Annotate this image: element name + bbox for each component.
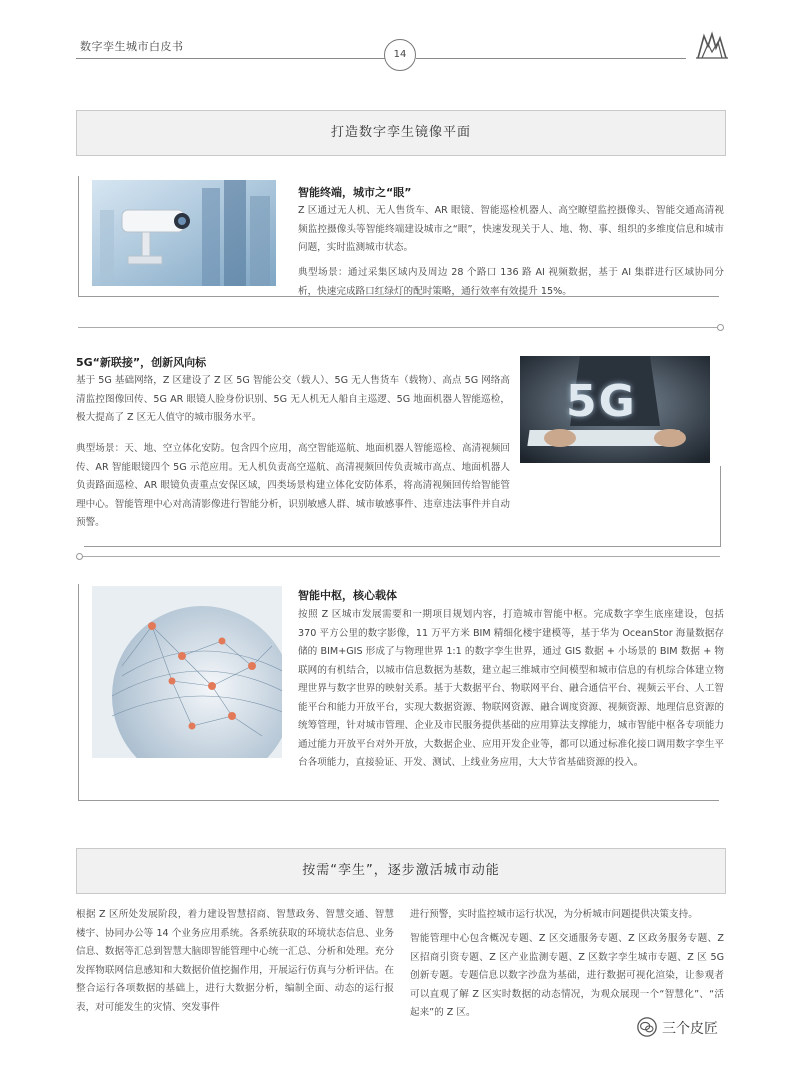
section4-right-paragraph-2: 智能管理中心包含概况专题、Z 区交通服务专题、Z 区政务服务专题、Z 区招商引资专题、Z 区产业监测专题、Z 区数字孪生城市专题、Z 区 5G 创新专题。专题信息以数字沙盘为基础，进行数据可视化渲染，让参观者可以直观了解 Z 区实时数据的动态情况，为观众展现一个“智慧化”、“活起来”的 Z 区。 xyxy=(410,933,724,1018)
section4-left-column: 根据 Z 区所处发展阶段，着力建设智慧招商、智慧政务、智慧交通、智慧楼宇、协同办公等 14 个业务应用系统。各系统获取的环境状态信息、业务信息、数据等汇总到智慧大脑即智能管理中心统一汇总、分析和处理。充分发挥物联网信息感知和大数据价值挖掘作用，开展运行仿真与分析评估。在整合运行各项数据的基础上，进行大数据分析，编制全面、动态的运行报表，对可能发生的灾情、突发事件 xyxy=(76,909,394,1013)
section3-heading: 智能中枢，核心载体 xyxy=(298,589,397,602)
section1-paragraph-2: 典型场景：通过采集区域内及周边 28 个路口 136 路 AI 视频数据，基于 AI 集群进行区域协同分析，快速完成路口红绿灯的配时策略，通行效率有效提升 15%。 xyxy=(298,267,724,297)
section-banner-on-demand-twin: 按需“孪生”，逐步激活城市动能 xyxy=(76,848,726,894)
section2-heading: 5G“新联接”，创新风向标 xyxy=(76,356,207,369)
globe-network-image xyxy=(92,586,282,758)
section4-right-paragraph-1: 进行预警，实时监控城市运行状况，为分析城市问题提供决策支持。 xyxy=(410,909,698,920)
divider-1-dot xyxy=(717,324,724,331)
camera-image xyxy=(92,180,276,286)
section1-heading: 智能终端，城市之“眼” xyxy=(298,186,412,199)
section3-paragraph-1: 按照 Z 区城市发展需要和一期项目规划内容，打造城市智能中枢。完成数字孪生底座建设，包括 370 平方公里的数字影像，11 万平方米 BIM 精细化楼宇建模等，基于华为 OceanStor 海量数据存储的 BIM+GIS 形成了与物理世界 1:1 的数字孪生世界，通过 GIS 数据 + 小场景的 BIM 数据 + 物联网的有机结合，以城市信息数据为基数，建立起三维城市空间模型和城市信息的有机综合体建立物理世界与数字世界的映射关系。基于大数据平台、物联网平台、融合通信平台、视频云平台、人工智能平台和能力开放平台，实现大数据资源、物联网资源、融合调度资源、视频资源、地理信息资源的统筹管理，针对城市管理、企业及市民服务提供基础的应用算法支撑能力，城市智能中枢各专项能力通过能力开放平台对外开放，大数据企业、应用开发企业等，都可以通过标准化接口调用数字孪生平台各项能力，直接验证、开发、测试、上线业务应用，大大节省基础资源的投入。 xyxy=(298,609,724,768)
divider-2 xyxy=(80,556,720,557)
header-title: 数字孪生城市白皮书 xyxy=(80,40,184,53)
wechat-account-name: 三个皮匠 xyxy=(662,1021,718,1037)
page-number: 14 xyxy=(384,39,416,71)
logo-icon xyxy=(694,30,730,60)
section2-paragraph-2: 典型场景：天、地、空立体化安防。包含四个应用，高空智能巡航、地面机器人智能巡检、高清视频回传、AR 智能眼镜四个 5G 示范应用。无人机负责高空巡航、高清视频回传负责城市高点、地面机器人负责路面巡检、AR 眼镜负责重点安保区域，四类场景构建立体化安防体系，将高清视频回传给智能管理中心。智能管理中心对高清影像进行智能分析，识别敏感人群、城市敏感事件、违章违法事件并自动预警。 xyxy=(76,443,510,528)
divider-1 xyxy=(78,327,718,328)
section2-frame xyxy=(84,466,721,547)
header-divider-left xyxy=(76,58,386,59)
5g-tablet-image xyxy=(520,356,710,463)
5g-image-label: 5G xyxy=(566,376,637,427)
divider-2-dot xyxy=(76,553,83,560)
header-divider-right xyxy=(416,58,686,59)
section2-paragraph-1: 基于 5G 基础网络，Z 区建设了 Z 区 5G 智能公交（载人）、5G 无人售货车（载物）、高点 5G 网络高清监控图像回传、5G AR 眼镜人脸身份识别、5G 无人机无人船自主巡逻、5G 地面机器人智能巡检，极大提高了 Z 区无人值守的城市服务水平。 xyxy=(76,375,510,423)
section1-paragraph-1: Z 区通过无人机、无人售货车、AR 眼镜、智能巡检机器人、高空瞭望监控摄像头、智能交通高清视频监控摄像头等智能终端建设城市之“眼”，快速发现关于人、地、物、事、组织的多维度信息和城市问题，实时监测城市状态。 xyxy=(298,205,724,253)
section-banner-mirror-platform: 打造数字孪生镜像平面 xyxy=(76,110,726,156)
wechat-icon xyxy=(636,1016,658,1038)
